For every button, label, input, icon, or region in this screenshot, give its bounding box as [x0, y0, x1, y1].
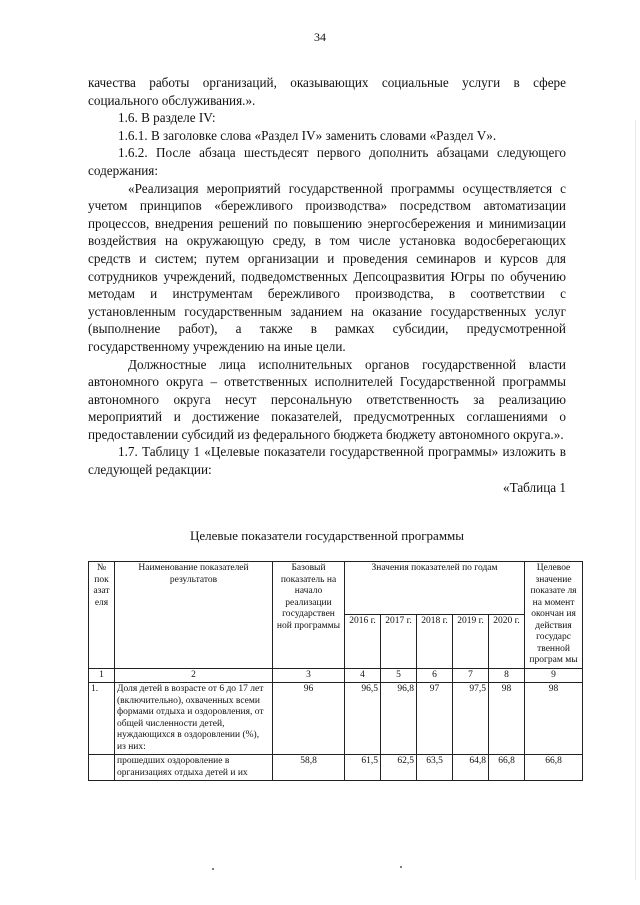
row-number: 1. — [89, 683, 115, 755]
scan-speck — [212, 868, 214, 870]
header-target: Целевое значение показате ля на момент окончан ия действия государс твенной програм мы — [525, 562, 583, 669]
column-number: 6 — [417, 668, 453, 683]
row-target: 98 — [525, 683, 583, 755]
row-name: Доля детей в возрасте от 6 до 17 лет (включительно), охваченных всеми формами отдыха и оздоровления, от общей численности детей, нуждающихся в оздоровлении (%), из них: — [115, 683, 273, 755]
table-row — [89, 683, 583, 755]
page-number: 34 — [314, 30, 326, 44]
row-target: 66,8 — [525, 755, 583, 781]
column-number: 9 — [525, 668, 583, 683]
header-name: Наименование показателей результатов — [115, 562, 273, 669]
row-value: 63,5 — [417, 755, 453, 781]
paragraph: 1.7. Таблицу 1 «Целевые показатели государственной программы» изложить в следующей редакции: — [88, 444, 566, 478]
header-row — [89, 562, 583, 615]
row-value: 96,8 — [381, 683, 417, 755]
row-base: 58,8 — [273, 755, 345, 781]
header-year: 2017 г. — [381, 615, 417, 668]
row-value: 97 — [417, 683, 453, 755]
header-year: 2020 г. — [489, 615, 525, 668]
scan-speck — [400, 866, 402, 868]
paragraph: качества работы организаций, оказывающих социальные услуги в сфере социального обслуживания.». — [88, 75, 566, 108]
header-year: 2016 г. — [345, 615, 381, 668]
paragraph: «Реализация мероприятий государственной программы осуществляется с учетом принципов «бережливого производства» посредством автоматизации процессов, внедрения решений по повышению энергосбережения и минимизации воздействия на окружающую среду, в том числе установка водосберегающих средств и систем; путем организации и проведения семинаров и курсов для сотрудников учреждений, подведомственных Депсоцразвития Югры по обучению методам и инструментам бережливого производства, в соответствии с установленным государственным заданием на оказание государственных услуг (выполнение работ), а также в рамках субсидии, предусмотренной государственному учреждению на иные цели. — [88, 180, 566, 354]
column-number: 4 — [345, 668, 381, 683]
row-value: 61,5 — [345, 755, 381, 781]
row-value: 66,8 — [489, 755, 525, 781]
row-value: 62,5 — [381, 755, 417, 781]
column-number: 8 — [489, 668, 525, 683]
body-text — [88, 74, 566, 496]
column-number: 7 — [453, 668, 489, 683]
indicators-table-wrap — [88, 561, 582, 781]
indicators-table — [88, 561, 583, 781]
column-numbers-row — [89, 668, 583, 683]
header-year: 2019 г. — [453, 615, 489, 668]
paragraph: «Таблица 1 — [503, 479, 566, 495]
header-base: Базовый показатель на начало реализации государствен ной программы — [273, 562, 345, 669]
row-name: прошедших оздоровление в организациях отдыха детей и их — [115, 755, 273, 781]
row-number — [89, 755, 115, 781]
row-value: 97,5 — [453, 683, 489, 755]
column-number: 3 — [273, 668, 345, 683]
row-value: 64,8 — [453, 755, 489, 781]
row-value: 98 — [489, 683, 525, 755]
table-row — [89, 755, 583, 781]
header-years-group: Значения показателей по годам — [345, 562, 525, 615]
scan-edge-line — [635, 120, 636, 880]
header-number: № пок азат еля — [89, 562, 115, 669]
paragraph: 1.6. В разделе IV: — [118, 110, 216, 126]
row-value: 96,5 — [345, 683, 381, 755]
paragraph: 1.6.1. В заголовке слова «Раздел IV» заменить словами «Раздел V». — [118, 127, 497, 143]
paragraph: Должностные лица исполнительных органов государственной власти автономного округа – ответственных исполнителей Государственной программы автономного округа несут персональную ответственность за реализацию мероприятий и достижение показателей, предусмотренных соглашениями о предоставлении субсидий из федерального бюджета бюджету автономного округа.». — [88, 356, 566, 442]
column-number: 1 — [89, 668, 115, 683]
column-number: 2 — [115, 668, 273, 683]
header-year: 2018 г. — [417, 615, 453, 668]
paragraph: 1.6.2. После абзаца шестьдесят первого дополнить абзацами следующего содержания: — [88, 145, 566, 178]
table-caption: Целевые показатели государственной программы — [189, 528, 464, 543]
row-base: 96 — [273, 683, 345, 755]
column-number: 5 — [381, 668, 417, 683]
